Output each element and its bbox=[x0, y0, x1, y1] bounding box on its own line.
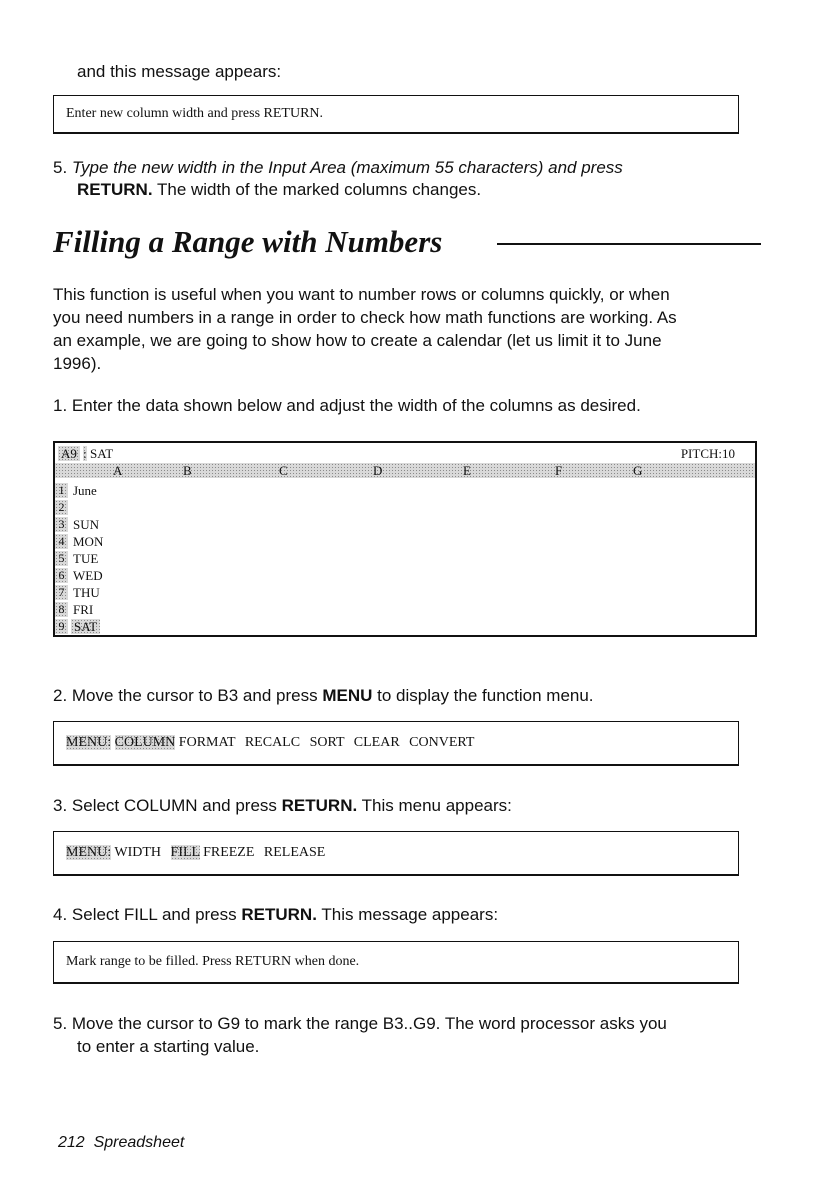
step-line: to enter a starting value. bbox=[77, 1037, 260, 1056]
column-header: C bbox=[279, 463, 288, 478]
intro-text: and this message appears: bbox=[77, 62, 282, 81]
row-number: 8 bbox=[55, 602, 68, 617]
step-5-line-2 bbox=[77, 178, 481, 201]
cell-a3: SUN bbox=[73, 517, 100, 532]
row-number: 5 bbox=[55, 551, 68, 566]
row-number: 3 bbox=[55, 517, 68, 532]
function-menu-box bbox=[53, 721, 739, 766]
step-result: The width of the marked columns changes. bbox=[156, 180, 482, 199]
menu-item-clear[interactable]: CLEAR bbox=[353, 735, 400, 750]
column-header: B bbox=[183, 463, 192, 478]
column-header-row bbox=[55, 463, 755, 478]
paragraph-line: you need numbers in a range in order to check how math functions are working. As bbox=[53, 308, 677, 327]
menu-item-freeze[interactable]: FREEZE bbox=[203, 845, 255, 860]
return-key: RETURN. bbox=[281, 796, 358, 815]
column-header: A bbox=[113, 463, 123, 478]
heading-rule bbox=[497, 243, 761, 245]
section-heading: Filling a Range with Numbers bbox=[53, 224, 443, 259]
step-text: 2. Move the cursor to B3 and press bbox=[53, 686, 318, 705]
menu-item-format[interactable]: FORMAT bbox=[178, 735, 236, 750]
status-line bbox=[58, 446, 113, 461]
step-3 bbox=[53, 794, 512, 817]
row-number: 9 bbox=[55, 619, 68, 634]
menu-item-release[interactable]: RELEASE bbox=[263, 845, 326, 860]
menu-item-recalc[interactable]: RECALC bbox=[244, 735, 301, 750]
row-number: 6 bbox=[55, 568, 68, 583]
paragraph-line: an example, we are going to show how to create a calendar (let us limit it to June bbox=[53, 331, 662, 350]
step-text: 3. Select COLUMN and press bbox=[53, 796, 277, 815]
step-text: to display the function menu. bbox=[377, 686, 594, 705]
menu-item-sort[interactable]: SORT bbox=[309, 735, 345, 750]
step-text: This message appears: bbox=[321, 905, 499, 924]
menu-label: MENU: bbox=[66, 735, 112, 750]
step-line: 5. Move the cursor to G9 to mark the range B3..G9. The word processor asks you bbox=[53, 1014, 667, 1033]
cell-reference: A9 bbox=[58, 446, 80, 461]
step-instruction: Type the new width in the Input Area (maximum 55 characters) and press bbox=[71, 158, 623, 177]
row-number: 7 bbox=[55, 585, 68, 600]
step-5-line-1 bbox=[53, 156, 623, 179]
step-2 bbox=[53, 684, 594, 707]
row-number: 2 bbox=[55, 500, 68, 515]
row-number: 1 bbox=[55, 483, 68, 498]
step-text: This menu appears: bbox=[361, 796, 512, 815]
menu-line bbox=[66, 735, 474, 751]
step-number: 5. bbox=[53, 158, 68, 177]
column-header: D bbox=[373, 463, 383, 478]
message-box-column-width bbox=[53, 95, 739, 134]
menu-item-column[interactable]: COLUMN bbox=[114, 735, 176, 750]
cell-a1: June bbox=[73, 483, 97, 498]
menu-label: MENU: bbox=[66, 845, 112, 860]
column-menu-box bbox=[53, 831, 739, 876]
pitch-indicator: PITCH:10 bbox=[680, 446, 735, 461]
menu-item-convert[interactable]: CONVERT bbox=[409, 735, 475, 750]
menu-item-fill[interactable]: FILL bbox=[170, 845, 200, 860]
paragraph-line: This function is useful when you want to number rows or columns quickly, or when bbox=[53, 285, 670, 304]
cell-a4: MON bbox=[73, 534, 104, 549]
step-5-mark-range bbox=[53, 1012, 667, 1058]
cell-a9-cursor: SAT bbox=[71, 619, 100, 634]
cell-a6: WED bbox=[73, 568, 103, 583]
column-header: F bbox=[555, 463, 563, 478]
message-text: Mark range to be filled. Press RETURN when done. bbox=[66, 954, 360, 969]
page-footer: 212 Spreadsheet bbox=[58, 1134, 185, 1151]
message-text: Enter new column width and press RETURN. bbox=[66, 106, 324, 121]
spreadsheet-screen bbox=[53, 441, 757, 637]
cell-content: SAT bbox=[90, 446, 114, 461]
cell-a5: TUE bbox=[73, 551, 99, 566]
intro-paragraph bbox=[53, 283, 677, 375]
paragraph-line: 1996). bbox=[53, 354, 102, 373]
return-key: RETURN. bbox=[77, 180, 153, 199]
menu-key: MENU bbox=[322, 686, 373, 705]
return-key: RETURN. bbox=[241, 905, 317, 924]
menu-line bbox=[66, 845, 325, 861]
column-header: E bbox=[463, 463, 471, 478]
step-1: 1. Enter the data shown below and adjust the width of the columns as desired. bbox=[53, 396, 641, 415]
column-header: G bbox=[633, 463, 643, 478]
cell-a7: THU bbox=[73, 585, 100, 600]
step-4 bbox=[53, 903, 498, 926]
message-box-mark-range bbox=[53, 941, 739, 984]
cell-a8: FRI bbox=[73, 602, 94, 617]
row-number: 4 bbox=[55, 534, 68, 549]
separator: : bbox=[83, 446, 87, 461]
menu-item-width[interactable]: WIDTH bbox=[114, 845, 162, 860]
step-text: 4. Select FILL and press bbox=[53, 905, 237, 924]
